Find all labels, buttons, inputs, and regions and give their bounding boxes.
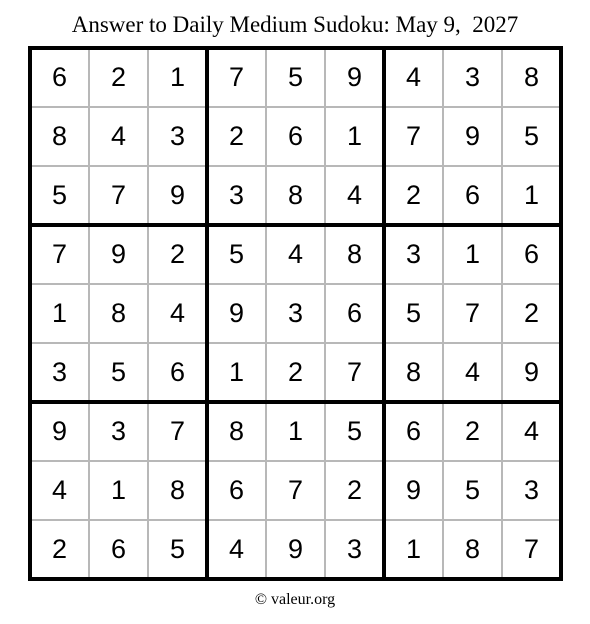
sudoku-cell: 6	[287, 121, 304, 151]
sudoku-cell: 8	[405, 357, 422, 387]
sudoku-cell: 4	[346, 180, 363, 210]
sudoku-cell: 9	[287, 534, 304, 564]
cell-divider-horizontal	[28, 106, 563, 108]
sudoku-cell: 7	[51, 239, 68, 269]
sudoku-cell: 7	[110, 180, 127, 210]
sudoku-cell: 8	[110, 298, 127, 328]
sudoku-cell: 6	[464, 180, 481, 210]
sudoku-cell: 1	[287, 416, 304, 446]
sudoku-cell: 3	[346, 534, 363, 564]
sudoku-cell: 8	[287, 180, 304, 210]
sudoku-cell: 9	[228, 298, 245, 328]
sudoku-cell: 9	[346, 62, 363, 92]
sudoku-board	[30, 48, 561, 579]
box-divider-vertical	[559, 46, 563, 581]
sudoku-cell: 2	[405, 180, 422, 210]
sudoku-cell: 1	[110, 475, 127, 505]
sudoku-cell: 2	[287, 357, 304, 387]
sudoku-cell: 6	[228, 475, 245, 505]
sudoku-cell: 6	[523, 239, 540, 269]
cell-divider-vertical	[324, 46, 326, 581]
sudoku-cell: 5	[346, 416, 363, 446]
sudoku-cell: 6	[169, 357, 186, 387]
sudoku-cell: 4	[405, 62, 422, 92]
sudoku-cell: 3	[169, 121, 186, 151]
box-divider-horizontal	[28, 577, 563, 581]
sudoku-cell: 7	[464, 298, 481, 328]
puzzle-title: Answer to Daily Medium Sudoku: May 9, 2027	[71, 12, 519, 37]
sudoku-cell: 4	[228, 534, 245, 564]
cell-divider-vertical	[442, 46, 444, 581]
sudoku-cell: 3	[523, 475, 540, 505]
sudoku-cell: 9	[169, 180, 186, 210]
sudoku-cell: 7	[523, 534, 540, 564]
sudoku-cell: 8	[51, 121, 68, 151]
sudoku-cell: 8	[346, 239, 363, 269]
sudoku-cell: 1	[405, 534, 422, 564]
sudoku-cell: 1	[169, 62, 186, 92]
sudoku-cell: 6	[405, 416, 422, 446]
sudoku-cell: 9	[523, 357, 540, 387]
sudoku-cell: 5	[464, 475, 481, 505]
sudoku-cell: 4	[51, 475, 68, 505]
sudoku-cell: 2	[110, 62, 127, 92]
box-divider-vertical	[28, 46, 32, 581]
cell-divider-vertical	[147, 46, 149, 581]
sudoku-cell: 4	[169, 298, 186, 328]
sudoku-cell: 3	[228, 180, 245, 210]
sudoku-cell: 9	[110, 239, 127, 269]
sudoku-cell: 5	[523, 121, 540, 151]
sudoku-cell: 7	[405, 121, 422, 151]
sudoku-cell: 6	[51, 62, 68, 92]
sudoku-cell: 7	[169, 416, 186, 446]
sudoku-cell: 5	[169, 534, 186, 564]
cell-divider-horizontal	[28, 283, 563, 285]
sudoku-cell: 3	[110, 416, 127, 446]
sudoku-cell: 5	[228, 239, 245, 269]
sudoku-cell: 8	[464, 534, 481, 564]
sudoku-cell: 1	[523, 180, 540, 210]
sudoku-cell: 2	[51, 534, 68, 564]
cell-divider-horizontal	[28, 460, 563, 462]
sudoku-cell: 5	[405, 298, 422, 328]
sudoku-cell: 9	[464, 121, 481, 151]
sudoku-cell: 8	[169, 475, 186, 505]
sudoku-cell: 3	[464, 62, 481, 92]
sudoku-cell: 4	[110, 121, 127, 151]
sudoku-cell: 3	[405, 239, 422, 269]
cell-divider-vertical	[501, 46, 503, 581]
sudoku-cell: 7	[287, 475, 304, 505]
sudoku-cell: 1	[51, 298, 68, 328]
sudoku-cell: 7	[228, 62, 245, 92]
sudoku-cell: 5	[287, 62, 304, 92]
sudoku-cell: 4	[464, 357, 481, 387]
sudoku-cell: 2	[464, 416, 481, 446]
sudoku-cell: 7	[346, 357, 363, 387]
cell-divider-vertical	[88, 46, 90, 581]
sudoku-cell: 2	[228, 121, 245, 151]
sudoku-cell: 5	[110, 357, 127, 387]
box-divider-horizontal	[28, 223, 563, 227]
box-divider-vertical	[205, 46, 209, 581]
copyright-footer: © valeur.org	[254, 591, 336, 608]
sudoku-cell: 1	[228, 357, 245, 387]
box-divider-horizontal	[28, 46, 563, 50]
cell-divider-horizontal	[28, 519, 563, 521]
sudoku-cell: 6	[110, 534, 127, 564]
sudoku-cell: 5	[51, 180, 68, 210]
sudoku-cell: 9	[405, 475, 422, 505]
box-divider-vertical	[382, 46, 386, 581]
sudoku-cell: 8	[228, 416, 245, 446]
cell-divider-vertical	[265, 46, 267, 581]
sudoku-cell: 3	[51, 357, 68, 387]
sudoku-cell: 2	[346, 475, 363, 505]
sudoku-cell: 6	[346, 298, 363, 328]
cell-divider-horizontal	[28, 342, 563, 344]
sudoku-cell: 4	[523, 416, 540, 446]
cell-divider-horizontal	[28, 165, 563, 167]
sudoku-cell: 2	[523, 298, 540, 328]
sudoku-cell: 1	[464, 239, 481, 269]
sudoku-cell: 9	[51, 416, 68, 446]
sudoku-cell: 8	[523, 62, 540, 92]
sudoku-cell: 3	[287, 298, 304, 328]
box-divider-horizontal	[28, 400, 563, 404]
sudoku-cell: 1	[346, 121, 363, 151]
sudoku-cell: 2	[169, 239, 186, 269]
sudoku-cell: 4	[287, 239, 304, 269]
